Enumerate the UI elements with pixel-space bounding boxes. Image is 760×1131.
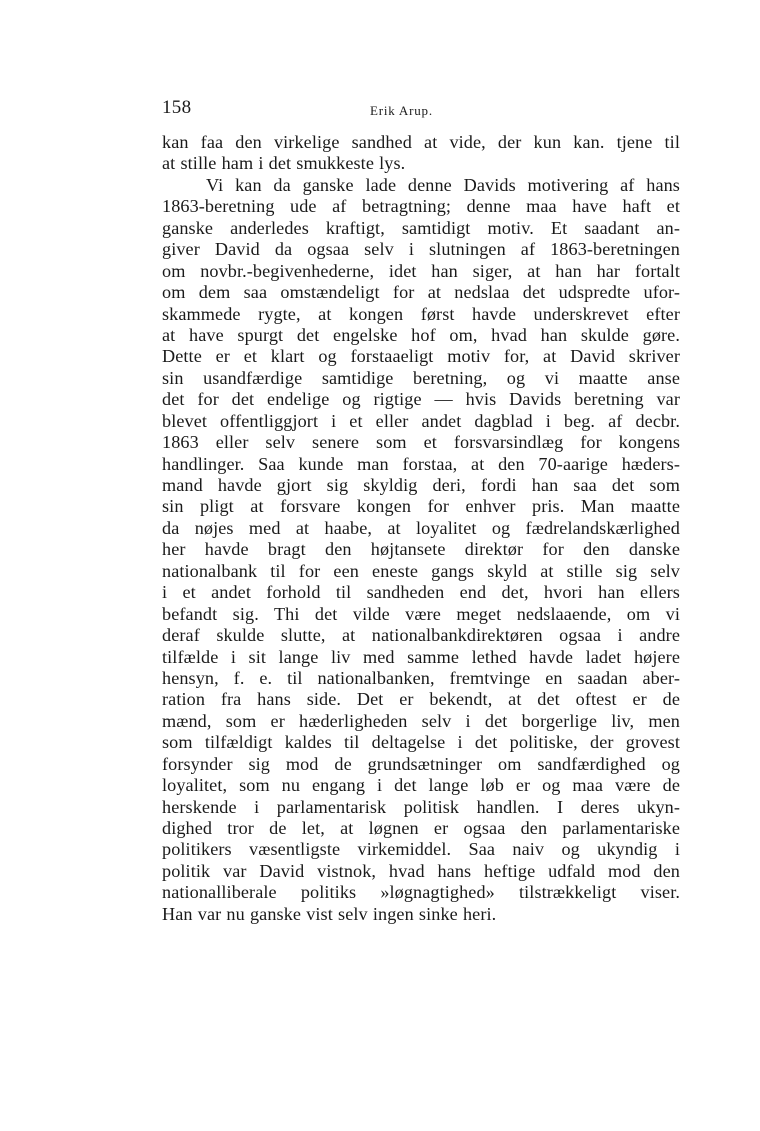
text-line: politikers væsentligste virkemiddel. Saa naiv og ukyndig i (162, 839, 680, 860)
text-line: 1863 eller selv senere som et forsvarsindlæg for kongens (162, 432, 680, 453)
text-line: det for det endelige og rigtige — hvis Davids beretning var (162, 389, 680, 410)
text-line: at stille ham i det smukkeste lys. (162, 153, 406, 174)
text-line: nationalliberale politiks »løgnagtighed» tilstrækkeligt viser. (162, 882, 680, 903)
text-line: 1863-beretning ude af betragtning; denne maa have haft et (162, 196, 680, 217)
text-line: giver David da ogsaa selv i slutningen af 1863-beretningen (162, 239, 680, 260)
text-line: nationalbank til for een eneste gangs skyld at stille sig selv (162, 560, 680, 581)
text-line: loyalitet, som nu engang i det lange løb er og maa være de (162, 775, 680, 796)
text-line: tilfælde i sit lange liv med samme lethed havde ladet højere (162, 646, 680, 667)
text-line: mænd, som er hæderligheden selv i det borgerlige liv, men (162, 710, 680, 731)
text-line: blevet offentliggjort i et eller andet dagblad i beg. af decbr. (162, 410, 680, 431)
text-line: skammede rygte, at kongen først havde underskrevet efter (162, 303, 680, 324)
text-line: som tilfældigt kaldes til deltagelse i det politiske, der grovest (162, 732, 680, 753)
text-line: kan faa den virkelige sandhed at vide, der kun kan. tjene til (162, 132, 680, 152)
text-line: handlinger. Saa kunde man forstaa, at den 70-aarige hæders- (162, 453, 680, 474)
book-page (162, 97, 680, 925)
page-header (162, 97, 680, 121)
text-line: deraf skulde slutte, at nationalbankdirektøren ogsaa i andre (162, 625, 680, 646)
text-line: om novbr.-begivenhederne, idet han siger, at han har fortalt (162, 260, 680, 281)
text-line: dighed tror de let, at løgnen er ogsaa den parlamentariske (162, 818, 680, 838)
text-line: ganske anderledes kraftigt, samtidigt motiv. Et saadant an- (162, 217, 680, 238)
page-number: 158 (162, 97, 192, 118)
text-line: at have spurgt det engelske hof om, hvad han skulde gøre. (162, 324, 680, 345)
text-line: politik var David vistnok, hvad hans heftige udfald mod den (162, 860, 680, 881)
text-line: her havde bragt den højtansete direktør for den danske (162, 539, 680, 560)
text-line: Dette er et klart og forstaaeligt motiv for, at David skriver (162, 346, 680, 367)
text-line: i et andet forhold til sandheden end det, hvori han ellers (162, 582, 680, 603)
text-line: befandt sig. Thi det vilde være meget nedslaaende, om vi (162, 603, 680, 624)
text-line: forsynder sig mod de grundsætninger om sandfærdighed og (162, 753, 680, 774)
text-line: om dem saa omstændeligt for at nedslaa det udspredte ufor- (162, 282, 680, 303)
text-line: ration fra hans side. Det er bekendt, at det oftest er de (162, 689, 680, 710)
text-line: herskende i parlamentarisk politisk handlen. I deres ukyn- (162, 796, 680, 817)
text-line: mand havde gjort sig skyldig deri, fordi han saa det som (162, 475, 680, 495)
text-line: sin pligt at forsvare kongen for enhver pris. Man maatte (162, 496, 680, 517)
text-line: da nøjes med at haabe, at loyalitet og fædrelandskærlighed (162, 517, 680, 538)
text-line: sin usandfærdige samtidige beretning, og vi maatte anse (162, 367, 680, 388)
text-line: Han var nu ganske vist selv ingen sinke heri. (162, 903, 497, 924)
body-text (162, 132, 680, 925)
running-head: Erik Arup. (370, 103, 433, 118)
text-line: hensyn, f. e. til nationalbanken, fremtvinge en saadan aber- (162, 667, 680, 688)
text-line: Vi kan da ganske lade denne Davids motivering af hans (206, 174, 680, 195)
